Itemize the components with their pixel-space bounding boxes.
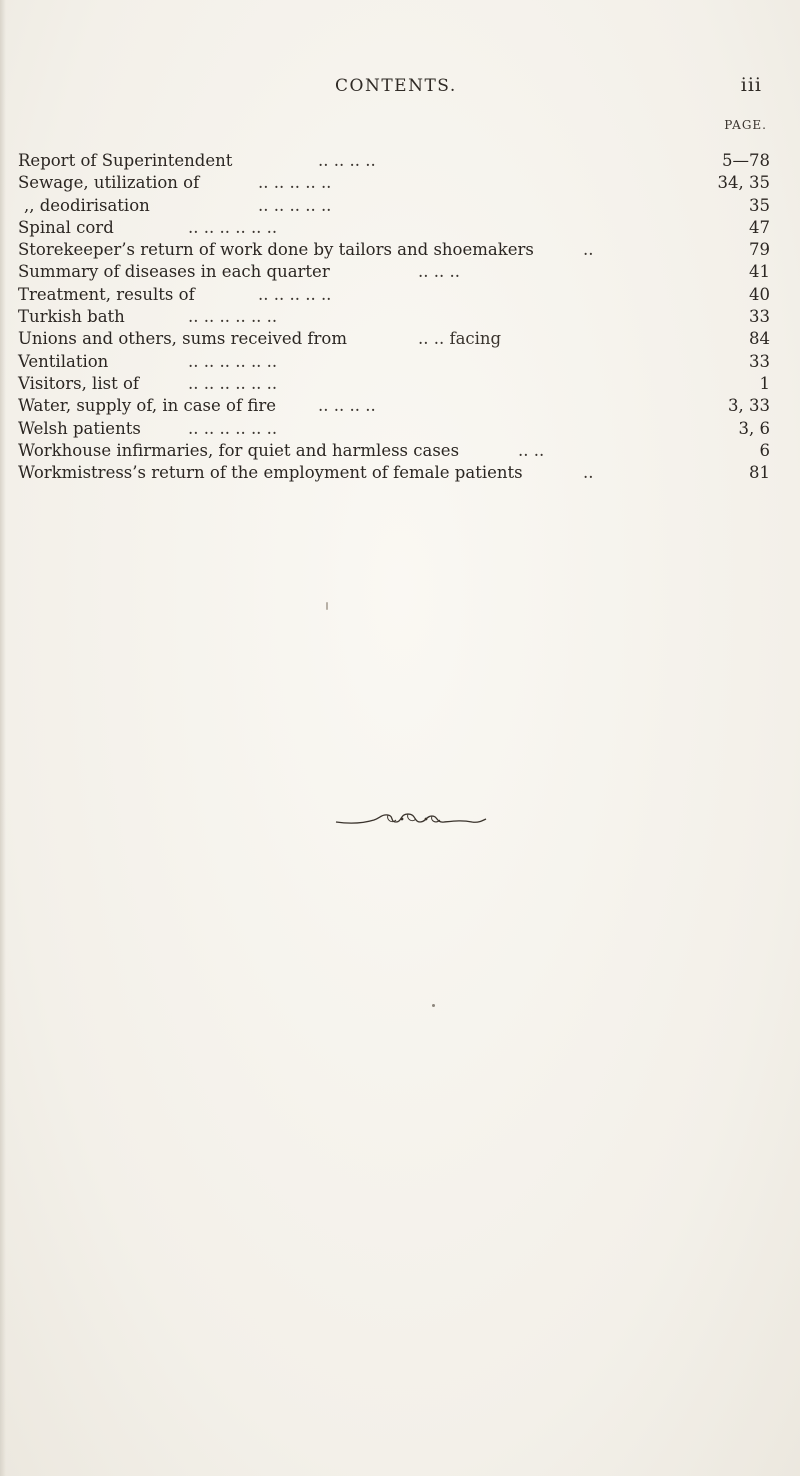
dot-leaders: .. .. facing	[418, 329, 502, 349]
entry-label: Workmistress’s return of the employment of female patients	[18, 463, 523, 483]
dot-leaders: .. .. .. .. .. ..	[188, 418, 278, 438]
toc-entry	[18, 261, 770, 283]
entry-page: 33	[749, 351, 770, 371]
paper-speck	[432, 1004, 435, 1007]
dot-leaders: .. .. .. .. .. ..	[188, 373, 278, 393]
entry-page: 47	[749, 217, 770, 237]
entry-page: 3, 6	[738, 418, 770, 438]
entry-label: Treatment, results of	[18, 284, 195, 304]
toc-entry	[18, 217, 770, 239]
toc-entry	[18, 395, 770, 417]
dot-leaders: .. .. .. .. .. ..	[188, 307, 278, 327]
running-title: CONTENTS.	[335, 76, 457, 96]
page-column-heading: PAGE.	[724, 118, 767, 132]
toc-entry	[18, 462, 770, 484]
entry-page: 81	[749, 463, 770, 483]
entry-label: Sewage, utilization of	[18, 173, 200, 193]
toc-entry	[18, 373, 770, 395]
toc-entry	[18, 306, 770, 328]
dot-leaders: ..	[583, 463, 594, 483]
entry-page: 40	[749, 284, 770, 304]
dot-leaders: .. .. .. .. ..	[258, 173, 332, 193]
toc-entry	[18, 328, 770, 350]
entry-label: Storekeeper’s return of work done by tailors and shoemakers	[18, 240, 534, 260]
entry-page: 33	[749, 307, 770, 327]
table-of-contents	[18, 150, 770, 484]
entry-label: Unions and others, sums received from	[18, 329, 348, 349]
toc-entry	[18, 440, 770, 462]
entry-label: Report of Superintendent	[18, 151, 233, 170]
toc-entry	[18, 239, 770, 261]
dot-leaders: .. .. .. ..	[318, 396, 376, 416]
dot-leaders: .. ..	[518, 440, 545, 460]
entry-label: Welsh patients	[18, 418, 141, 438]
entry-page: 79	[749, 240, 770, 260]
toc-entry	[18, 195, 770, 217]
page-number: iii	[740, 74, 762, 96]
toc-entry	[18, 418, 770, 440]
entry-page: 5—78	[722, 151, 770, 170]
toc-entry	[18, 351, 770, 373]
toc-entry	[18, 150, 770, 172]
entry-page: 6	[759, 440, 770, 460]
entry-page: 84	[749, 329, 770, 349]
toc-entry	[18, 284, 770, 306]
toc-entry	[18, 172, 770, 194]
dot-leaders: ..	[583, 240, 594, 260]
entry-label: Water, supply of, in case of fire	[18, 396, 276, 416]
entry-page: 3, 33	[728, 396, 770, 416]
paper-mark	[326, 602, 328, 610]
entry-page: 1	[759, 373, 770, 393]
entry-page: 41	[749, 262, 770, 282]
page-gutter-shadow	[0, 0, 6, 1476]
entry-label: Visitors, list of	[18, 373, 139, 393]
entry-label: Workhouse infirmaries, for quiet and harmless cases	[18, 440, 460, 460]
dot-leaders: .. .. .. .. .. ..	[188, 217, 278, 237]
dot-leaders: .. .. .. ..	[318, 151, 376, 170]
dot-leaders: .. .. .. .. ..	[258, 284, 332, 304]
page-header	[0, 70, 800, 110]
entry-label: ,, deodirisation	[24, 195, 150, 215]
entry-label: Summary of diseases in each quarter	[18, 262, 330, 282]
dot-leaders: .. .. ..	[418, 262, 460, 282]
entry-label: Turkish bath	[18, 307, 125, 327]
entry-label: Ventilation	[18, 351, 109, 371]
entry-page: 35	[749, 195, 770, 215]
entry-label: Spinal cord	[18, 217, 114, 237]
dot-leaders: .. .. .. .. ..	[258, 195, 332, 215]
entry-page: 34, 35	[717, 173, 770, 193]
dot-leaders: .. .. .. .. .. ..	[188, 351, 278, 371]
tailpiece-ornament-icon	[330, 808, 490, 832]
